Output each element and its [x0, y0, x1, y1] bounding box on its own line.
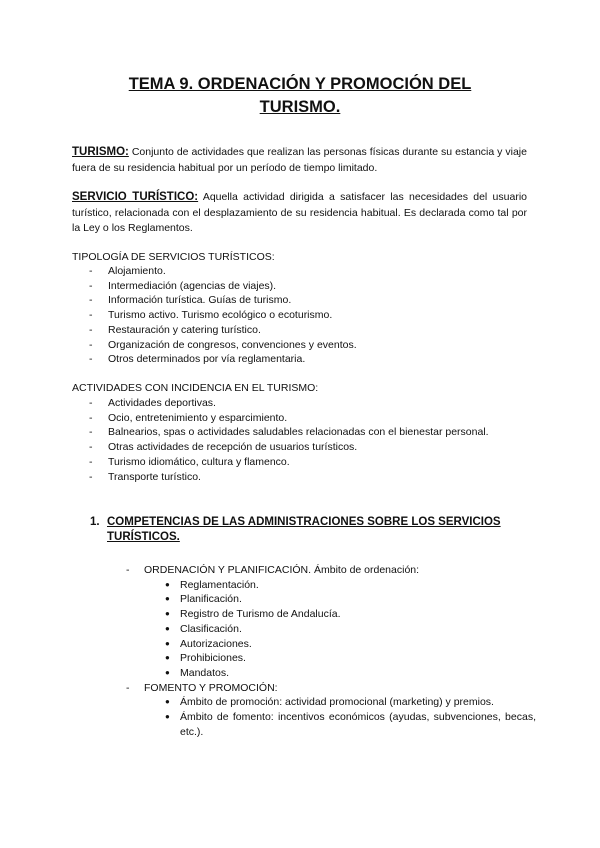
- section-heading-1: [90, 515, 530, 545]
- fomento-list: [144, 695, 536, 739]
- tipologia-list: [72, 264, 357, 367]
- list-item: - Alojamiento.: [89, 265, 166, 277]
- section-title-line-2: TURÍSTICOS.: [107, 531, 180, 543]
- list-item: ● Reglamentación.: [165, 578, 259, 591]
- list-item: ● Ámbito de promoción: actividad promocional (marketing) y premios.: [165, 696, 494, 709]
- list-item: - Otras actividades de recepción de usuarios turísticos.: [89, 441, 358, 454]
- list-item: - Turismo idiomático, cultura y flamenco.: [89, 455, 290, 468]
- list-item: - Turismo activo. Turismo ecológico o ecoturismo.: [89, 309, 333, 322]
- list-item: ● Registro de Turismo de Andalucía.: [165, 608, 341, 621]
- list-item: - Organización de congresos, convenciones y eventos.: [89, 338, 357, 351]
- actividades-heading: ACTIVIDADES CON INCIDENCIA EN EL TURISMO:: [72, 382, 319, 394]
- list-item: - Restauración y catering turístico.: [89, 323, 261, 336]
- list-item: ● Clasificación.: [165, 622, 242, 635]
- list-item: - Información turística. Guías de turismo.: [89, 294, 292, 307]
- section-number: 1.: [90, 516, 100, 528]
- ordenacion-list: [144, 578, 536, 681]
- actividades-list: [72, 396, 489, 484]
- list-item: - Intermediación (agencias de viajes).: [89, 279, 277, 292]
- tipologia-heading: TIPOLOGÍA DE SERVICIOS TURÍSTICOS:: [72, 251, 275, 263]
- competencias-list: [126, 563, 536, 739]
- list-item: ● Prohibiciones.: [165, 652, 246, 665]
- list-item: ● Mandatos.: [165, 666, 230, 679]
- section-title-line-1: COMPETENCIAS DE LAS ADMINISTRACIONES SOBRE LOS SERVICIOS: [107, 516, 501, 528]
- turismo-term: TURISMO:: [72, 146, 129, 158]
- list-item: - FOMENTO Y PROMOCIÓN: ● Ámbito de promoción: actividad promocional (marketing) y premios. ● Ámbito de fomento: incentivos económicos (ayudas, subvenciones, becas, etc.).: [126, 681, 536, 738]
- servicio-term: SERVICIO TURÍSTICO:: [72, 191, 199, 203]
- title-line-2: TURISMO.: [259, 98, 341, 116]
- turismo-text: Conjunto de actividades que realizan las personas físicas durante su estancia y viaje fuera de su residencia habitual por un período de tiempo limitado.: [72, 146, 527, 174]
- page-title: [70, 73, 530, 119]
- list-item: - Otros determinados por vía reglamentaria.: [89, 353, 306, 366]
- list-item: ● Planificación.: [165, 593, 242, 606]
- list-item: - Transporte turístico.: [89, 470, 201, 483]
- list-item: ● Autorizaciones.: [165, 637, 252, 650]
- title-line-1: TEMA 9. ORDENACIÓN Y PROMOCIÓN DEL: [128, 75, 472, 93]
- servicio-text: Aquella actividad dirigida a satisfacer las necesidades del usuario turístico, relacionada con el desplazamiento de su residencia habitual. Es declarada como tal por la Ley o los Reglamentos.: [72, 191, 527, 234]
- list-item: ● Ámbito de fomento: incentivos económicos (ayudas, subvenciones, becas, etc.).: [165, 711, 536, 738]
- list-item: - ORDENACIÓN Y PLANIFICACIÓN. Ámbito de ordenación: ● Reglamentación. ● Planificación. ● Registro de Turismo de Andalucía. ● Clasificación. ● Autorizaciones. ● Prohibiciones. ● Mandatos.: [126, 563, 536, 681]
- list-item: - Actividades deportivas.: [89, 397, 216, 409]
- fomento-label: FOMENTO Y PROMOCIÓN:: [144, 681, 278, 694]
- list-item: - Ocio, entretenimiento y esparcimiento.: [89, 411, 288, 424]
- turismo-definition: [72, 145, 527, 176]
- servicio-definition: [72, 190, 527, 237]
- ordenacion-label: ORDENACIÓN Y PLANIFICACIÓN. Ámbito de ordenación:: [144, 564, 420, 576]
- list-item: - Balnearios, spas o actividades saludables relacionadas con el bienestar personal.: [89, 426, 489, 439]
